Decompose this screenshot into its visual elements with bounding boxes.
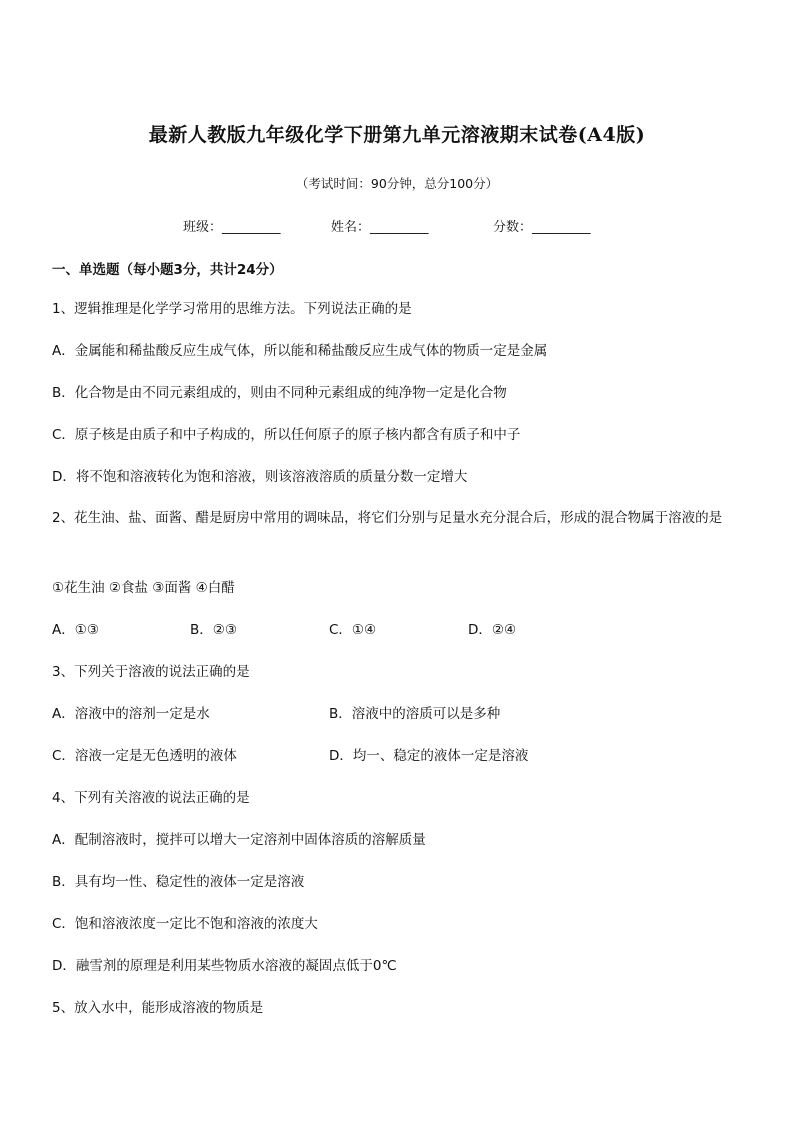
question-2-option-c: C．①④: [329, 622, 377, 638]
question-2-items: ①花生油 ②食盐 ③面酱 ④白醋: [52, 580, 235, 596]
question-1-option-b: B．化合物是由不同元素组成的，则由不同种元素组成的纯净物一定是化合物: [52, 385, 507, 401]
question-3-option-a: A．溶液中的溶剂一定是水: [52, 706, 210, 722]
question-3-option-b: B．溶液中的溶质可以是多种: [329, 706, 501, 722]
question-1-option-c: C．原子核是由质子和中子构成的，所以任何原子的原子核内都含有质子和中子: [52, 427, 521, 443]
question-2-option-d: D．②④: [468, 622, 517, 638]
question-5-stem: 5、放入水中，能形成溶液的物质是: [52, 1000, 264, 1016]
score-field: 分数：_________: [493, 220, 591, 235]
name-field: 姓名：_________: [331, 220, 429, 235]
class-field: 班级：_________: [183, 220, 281, 235]
question-4-option-d: D．融雪剂的原理是利用某些物质水溶液的凝固点低于0℃: [52, 958, 397, 974]
exam-subtitle: （考试时间：90分钟，总分100分）: [295, 176, 499, 191]
question-1-option-a: A．金属能和稀盐酸反应生成气体，所以能和稀盐酸反应生成气体的物质一定是金属: [52, 343, 548, 359]
question-4-option-c: C．饱和溶液浓度一定比不饱和溶液的浓度大: [52, 916, 318, 932]
question-4-stem: 4、下列有关溶液的说法正确的是: [52, 790, 250, 806]
question-2-option-b: B．②③: [190, 622, 237, 638]
question-4-option-a: A．配制溶液时，搅拌可以增大一定溶剂中固体溶质的溶解质量: [52, 832, 426, 848]
question-3-option-d: D．均一、稳定的液体一定是溶液: [329, 748, 529, 764]
question-1-stem: 1、逻辑推理是化学学习常用的思维方法。下列说法正确的是: [52, 301, 412, 317]
question-3-option-c: C．溶液一定是无色透明的液体: [52, 748, 237, 764]
exam-title: 最新人教版九年级化学下册第九单元溶液期末试卷(A4版): [148, 124, 646, 146]
section-heading: 一、单选题（每小题3分，共计24分）: [52, 262, 283, 278]
student-info-row: [0, 216, 794, 236]
question-4-option-b: B．具有均一性、稳定性的液体一定是溶液: [52, 874, 305, 890]
question-2-stem: 2、花生油、盐、面酱、醋是厨房中常用的调味品，将它们分别与足量水充分混合后，形成的混合物属于溶液的是: [52, 510, 723, 526]
question-3-stem: 3、下列关于溶液的说法正确的是: [52, 664, 250, 680]
question-1-option-d: D．将不饱和溶液转化为饱和溶液，则该溶液溶质的质量分数一定增大: [52, 469, 468, 485]
question-2-option-a: A．①③: [52, 622, 99, 638]
